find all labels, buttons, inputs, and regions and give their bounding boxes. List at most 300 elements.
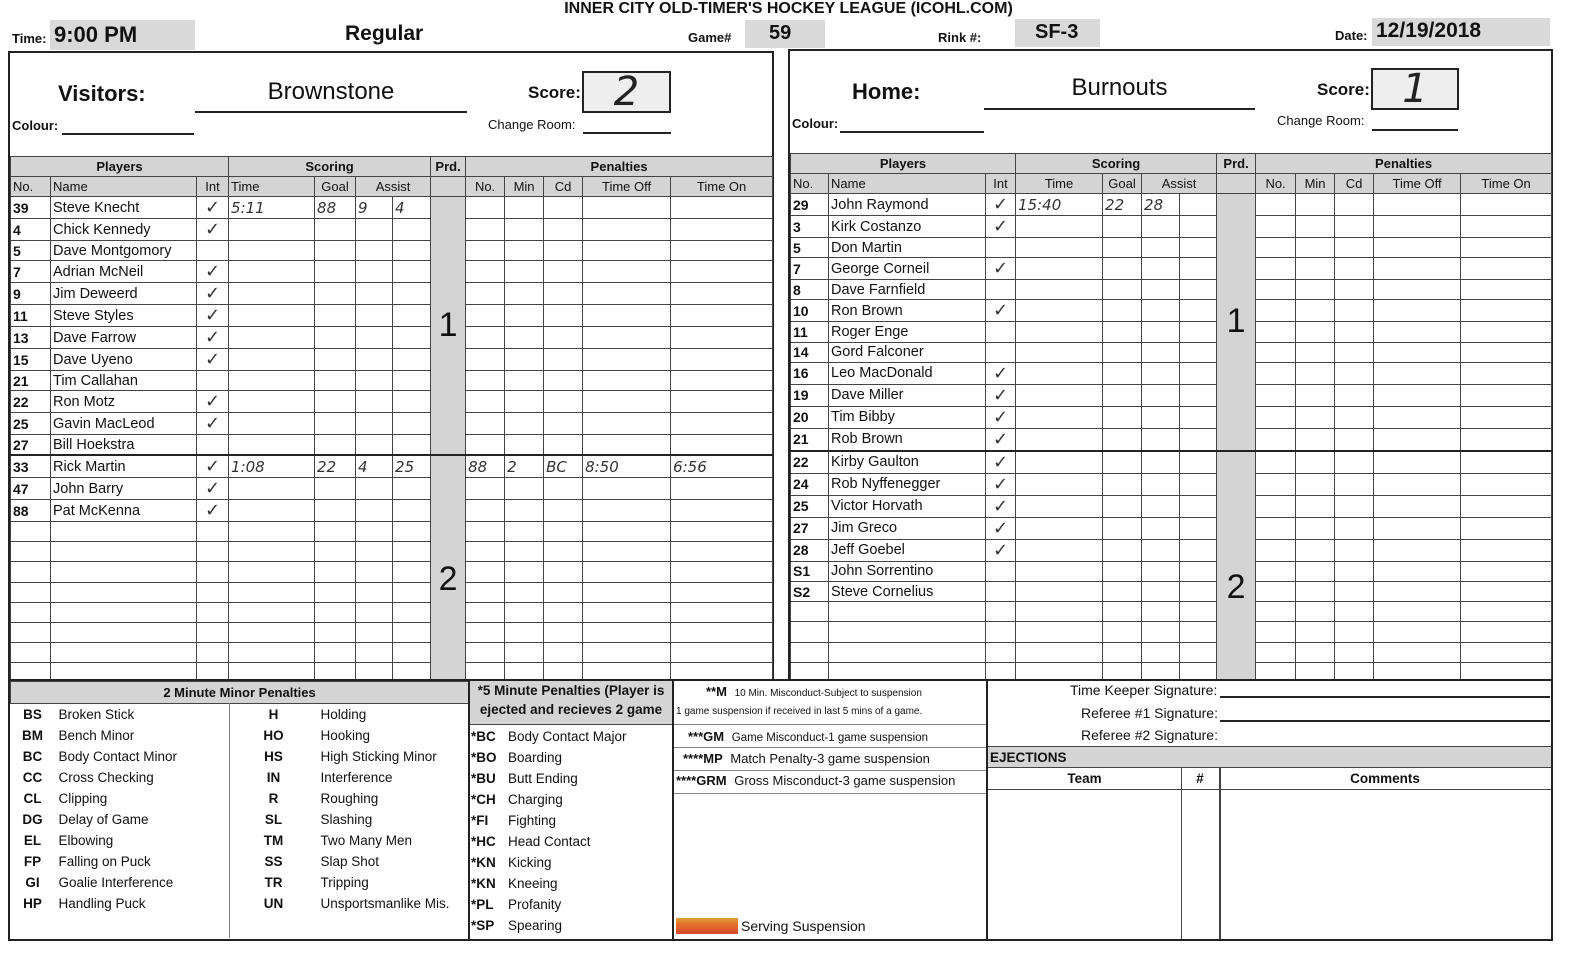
penalty-cell[interactable]	[1374, 561, 1461, 581]
penalty-code[interactable]	[544, 305, 583, 327]
assist-1[interactable]	[356, 478, 393, 500]
penalty-time-off[interactable]	[583, 522, 671, 542]
assist-1[interactable]	[356, 623, 393, 643]
assist-2[interactable]	[393, 391, 431, 413]
assist-1[interactable]	[1142, 495, 1180, 517]
penalty-cell[interactable]	[1296, 622, 1335, 642]
penalty-cell[interactable]	[1335, 216, 1374, 238]
goal-time[interactable]	[229, 542, 315, 562]
penalty-cell[interactable]	[1335, 622, 1374, 642]
intent-check[interactable]	[986, 602, 1016, 622]
penalty-cell[interactable]	[1256, 238, 1296, 258]
assist-2[interactable]	[393, 562, 431, 582]
intent-check[interactable]	[197, 562, 229, 582]
player-number[interactable]: 19	[791, 384, 829, 406]
player-number[interactable]: 21	[11, 371, 51, 391]
intent-check[interactable]: ✓	[197, 305, 229, 327]
goal-scorer[interactable]	[315, 391, 356, 413]
goal-scorer[interactable]: 22	[1103, 194, 1142, 216]
penalty-number[interactable]	[466, 261, 505, 283]
intent-check[interactable]	[197, 582, 229, 602]
penalty-cell[interactable]	[1374, 495, 1461, 517]
goal-scorer[interactable]	[315, 305, 356, 327]
assist-1[interactable]	[1142, 342, 1180, 362]
player-number[interactable]: 33	[11, 455, 51, 478]
goal-time[interactable]	[1016, 517, 1103, 539]
intent-check[interactable]	[197, 542, 229, 562]
intent-check[interactable]: ✓	[986, 473, 1016, 495]
player-name[interactable]: John Raymond	[829, 194, 986, 216]
assist-2[interactable]	[1180, 451, 1217, 474]
penalty-cell[interactable]	[1461, 384, 1552, 406]
assist-2[interactable]	[1180, 238, 1217, 258]
goal-time[interactable]	[1016, 581, 1103, 601]
goal-scorer[interactable]	[1103, 539, 1142, 561]
penalty-minutes[interactable]	[505, 349, 544, 371]
goal-time[interactable]	[229, 413, 315, 435]
penalty-cell[interactable]	[1335, 495, 1374, 517]
assist-2[interactable]	[393, 219, 431, 241]
penalty-number[interactable]	[466, 643, 505, 663]
player-number[interactable]: 11	[791, 322, 829, 342]
penalty-code[interactable]	[544, 623, 583, 643]
intent-check[interactable]: ✓	[986, 216, 1016, 238]
penalty-cell[interactable]	[1256, 451, 1296, 474]
goal-time[interactable]	[229, 602, 315, 622]
penalty-cell[interactable]	[1335, 238, 1374, 258]
penalty-time-off[interactable]	[583, 582, 671, 602]
penalty-cell[interactable]	[1461, 473, 1552, 495]
penalty-cell[interactable]	[1256, 428, 1296, 451]
goal-time[interactable]	[1016, 539, 1103, 561]
penalty-cell[interactable]	[1296, 280, 1335, 300]
goal-time[interactable]	[229, 500, 315, 522]
penalty-cell[interactable]	[1461, 238, 1552, 258]
penalty-cell[interactable]	[1256, 622, 1296, 642]
penalty-time-on[interactable]	[671, 542, 773, 562]
goal-time[interactable]	[1016, 473, 1103, 495]
player-name[interactable]	[829, 602, 986, 622]
penalty-cell[interactable]	[1374, 238, 1461, 258]
penalty-time-on[interactable]	[671, 582, 773, 602]
intent-check[interactable]	[197, 435, 229, 455]
player-name[interactable]	[51, 522, 197, 542]
assist-2[interactable]	[393, 623, 431, 643]
penalty-cell[interactable]	[1374, 258, 1461, 280]
goal-time[interactable]	[229, 643, 315, 663]
assist-1[interactable]	[1142, 258, 1180, 280]
assist-2[interactable]	[393, 305, 431, 327]
assist-1[interactable]	[1142, 406, 1180, 428]
goal-scorer[interactable]	[1103, 280, 1142, 300]
player-number[interactable]	[11, 602, 51, 622]
player-name[interactable]	[51, 562, 197, 582]
player-name[interactable]: Leo MacDonald	[829, 362, 986, 384]
penalty-cell[interactable]	[1256, 517, 1296, 539]
penalty-cell[interactable]	[1374, 517, 1461, 539]
goal-scorer[interactable]	[315, 522, 356, 542]
assist-2[interactable]	[393, 602, 431, 622]
player-number[interactable]: 22	[791, 451, 829, 474]
assist-2[interactable]	[393, 500, 431, 522]
goal-scorer[interactable]	[1103, 517, 1142, 539]
goal-scorer[interactable]	[1103, 495, 1142, 517]
intent-check[interactable]: ✓	[197, 500, 229, 522]
penalty-number[interactable]	[466, 582, 505, 602]
penalty-cell[interactable]	[1374, 384, 1461, 406]
goal-time[interactable]	[1016, 322, 1103, 342]
penalty-cell[interactable]	[1374, 451, 1461, 474]
goal-time[interactable]	[1016, 406, 1103, 428]
penalty-cell[interactable]	[1461, 342, 1552, 362]
penalty-cell[interactable]	[1256, 642, 1296, 662]
player-name[interactable]: George Corneil	[829, 258, 986, 280]
penalty-cell[interactable]	[1296, 428, 1335, 451]
assist-2[interactable]	[1180, 473, 1217, 495]
goal-time[interactable]	[229, 283, 315, 305]
player-number[interactable]: 20	[791, 406, 829, 428]
assist-1[interactable]	[356, 241, 393, 261]
assist-2[interactable]	[1180, 300, 1217, 322]
player-number[interactable]: 3	[791, 216, 829, 238]
assist-2[interactable]	[393, 542, 431, 562]
penalty-cell[interactable]	[1335, 280, 1374, 300]
penalty-number[interactable]	[466, 197, 505, 219]
assist-1[interactable]	[356, 283, 393, 305]
penalty-cell[interactable]	[1296, 642, 1335, 662]
assist-1[interactable]	[1142, 451, 1180, 474]
goal-scorer[interactable]	[1103, 216, 1142, 238]
assist-1[interactable]	[356, 327, 393, 349]
intent-check[interactable]: ✓	[197, 197, 229, 219]
intent-check[interactable]	[986, 642, 1016, 662]
assist-1[interactable]	[1142, 280, 1180, 300]
penalty-minutes[interactable]	[505, 305, 544, 327]
assist-2[interactable]	[393, 522, 431, 542]
goal-scorer[interactable]	[315, 562, 356, 582]
penalty-cell[interactable]	[1256, 362, 1296, 384]
penalty-minutes[interactable]	[505, 435, 544, 455]
assist-1[interactable]	[1142, 581, 1180, 601]
penalty-minutes[interactable]	[505, 500, 544, 522]
intent-check[interactable]	[986, 622, 1016, 642]
penalty-cell[interactable]	[1374, 539, 1461, 561]
assist-1[interactable]	[356, 522, 393, 542]
intent-check[interactable]	[986, 581, 1016, 601]
assist-1[interactable]	[356, 562, 393, 582]
penalty-cell[interactable]	[1296, 406, 1335, 428]
penalty-cell[interactable]	[1374, 216, 1461, 238]
player-name[interactable]: Dave Uyeno	[51, 349, 197, 371]
assist-2[interactable]	[1180, 517, 1217, 539]
intent-check[interactable]: ✓	[986, 258, 1016, 280]
assist-2[interactable]	[393, 413, 431, 435]
penalty-code[interactable]	[544, 197, 583, 219]
penalty-cell[interactable]	[1374, 300, 1461, 322]
penalty-cell[interactable]	[1335, 428, 1374, 451]
penalty-cell[interactable]	[1374, 602, 1461, 622]
intent-check[interactable]: ✓	[986, 300, 1016, 322]
goal-time[interactable]	[1016, 622, 1103, 642]
assist-1[interactable]	[356, 261, 393, 283]
penalty-minutes[interactable]	[505, 582, 544, 602]
penalty-cell[interactable]	[1335, 384, 1374, 406]
player-number[interactable]	[791, 622, 829, 642]
intent-check[interactable]	[197, 623, 229, 643]
penalty-minutes[interactable]	[505, 327, 544, 349]
player-number[interactable]: 14	[791, 342, 829, 362]
penalty-minutes[interactable]	[505, 391, 544, 413]
player-number[interactable]: 8	[791, 280, 829, 300]
goal-scorer[interactable]	[315, 542, 356, 562]
penalty-cell[interactable]	[1335, 342, 1374, 362]
penalty-number[interactable]	[466, 602, 505, 622]
penalty-time-off[interactable]	[583, 623, 671, 643]
player-number[interactable]	[11, 542, 51, 562]
penalty-number[interactable]	[466, 500, 505, 522]
penalty-cell[interactable]	[1461, 539, 1552, 561]
player-name[interactable]: Roger Enge	[829, 322, 986, 342]
penalty-code[interactable]	[544, 371, 583, 391]
intent-check[interactable]: ✓	[197, 261, 229, 283]
penalty-time-off[interactable]	[583, 283, 671, 305]
penalty-time-off[interactable]	[583, 327, 671, 349]
intent-check[interactable]	[197, 602, 229, 622]
player-name[interactable]: Gord Falconer	[829, 342, 986, 362]
player-number[interactable]	[11, 582, 51, 602]
penalty-cell[interactable]	[1256, 581, 1296, 601]
penalty-number[interactable]	[466, 327, 505, 349]
penalty-cell[interactable]	[1335, 300, 1374, 322]
goal-scorer[interactable]	[315, 643, 356, 663]
player-name[interactable]: Gavin MacLeod	[51, 413, 197, 435]
assist-2[interactable]	[393, 241, 431, 261]
penalty-cell[interactable]	[1296, 561, 1335, 581]
penalty-cell[interactable]	[1296, 539, 1335, 561]
penalty-cell[interactable]	[1461, 194, 1552, 216]
penalty-code[interactable]	[544, 522, 583, 542]
player-number[interactable]	[11, 623, 51, 643]
penalty-number[interactable]	[466, 478, 505, 500]
penalty-code[interactable]	[544, 500, 583, 522]
penalty-number[interactable]: 88	[466, 455, 505, 478]
penalty-cell[interactable]	[1461, 495, 1552, 517]
penalty-code[interactable]: BC	[544, 455, 583, 478]
penalty-time-on[interactable]	[671, 643, 773, 663]
penalty-cell[interactable]	[1296, 517, 1335, 539]
goal-time[interactable]	[229, 522, 315, 542]
goal-scorer[interactable]	[1103, 473, 1142, 495]
player-name[interactable]: Pat McKenna	[51, 500, 197, 522]
goal-time[interactable]	[229, 582, 315, 602]
intent-check[interactable]: ✓	[197, 219, 229, 241]
penalty-number[interactable]	[466, 522, 505, 542]
penalty-time-on[interactable]	[671, 327, 773, 349]
goal-scorer[interactable]	[1103, 238, 1142, 258]
player-name[interactable]: Dave Montgomory	[51, 241, 197, 261]
player-number[interactable]: 4	[11, 219, 51, 241]
intent-check[interactable]: ✓	[197, 478, 229, 500]
assist-1[interactable]	[356, 413, 393, 435]
player-name[interactable]: Tim Callahan	[51, 371, 197, 391]
goal-time[interactable]	[229, 349, 315, 371]
penalty-minutes[interactable]	[505, 643, 544, 663]
goal-scorer[interactable]	[1103, 428, 1142, 451]
intent-check[interactable]: ✓	[197, 349, 229, 371]
assist-2[interactable]	[393, 435, 431, 455]
intent-check[interactable]: ✓	[986, 406, 1016, 428]
goal-scorer[interactable]	[315, 582, 356, 602]
intent-check[interactable]: ✓	[986, 495, 1016, 517]
player-name[interactable]: John Barry	[51, 478, 197, 500]
goal-time[interactable]: 5:11	[229, 197, 315, 219]
assist-2[interactable]	[1180, 406, 1217, 428]
penalty-minutes[interactable]	[505, 542, 544, 562]
assist-2[interactable]	[1180, 428, 1217, 451]
goal-scorer[interactable]	[315, 602, 356, 622]
penalty-cell[interactable]	[1461, 258, 1552, 280]
player-name[interactable]: Tim Bibby	[829, 406, 986, 428]
penalty-minutes[interactable]	[505, 261, 544, 283]
intent-check[interactable]: ✓	[197, 413, 229, 435]
player-name[interactable]: Ron Brown	[829, 300, 986, 322]
player-number[interactable]	[11, 562, 51, 582]
penalty-cell[interactable]	[1335, 322, 1374, 342]
penalty-number[interactable]	[466, 623, 505, 643]
player-name[interactable]: Rob Nyffenegger	[829, 473, 986, 495]
penalty-cell[interactable]	[1296, 342, 1335, 362]
assist-2[interactable]	[393, 371, 431, 391]
assist-1[interactable]	[1142, 642, 1180, 662]
penalty-cell[interactable]	[1374, 642, 1461, 662]
player-name[interactable]: Don Martin	[829, 238, 986, 258]
penalty-time-on[interactable]	[671, 413, 773, 435]
goal-scorer[interactable]	[315, 371, 356, 391]
assist-1[interactable]	[1142, 602, 1180, 622]
penalty-cell[interactable]	[1335, 642, 1374, 662]
penalty-cell[interactable]	[1256, 322, 1296, 342]
player-name[interactable]	[829, 622, 986, 642]
penalty-code[interactable]	[544, 241, 583, 261]
player-number[interactable]: 88	[11, 500, 51, 522]
penalty-cell[interactable]	[1296, 495, 1335, 517]
penalty-cell[interactable]	[1461, 517, 1552, 539]
penalty-cell[interactable]	[1256, 216, 1296, 238]
player-number[interactable]: 9	[11, 283, 51, 305]
player-number[interactable]: 27	[791, 517, 829, 539]
goal-time[interactable]	[1016, 602, 1103, 622]
assist-1[interactable]	[1142, 322, 1180, 342]
player-name[interactable]	[51, 582, 197, 602]
penalty-cell[interactable]	[1335, 194, 1374, 216]
goal-scorer[interactable]	[315, 241, 356, 261]
penalty-code[interactable]	[544, 478, 583, 500]
goal-scorer[interactable]	[315, 623, 356, 643]
intent-check[interactable]: ✓	[197, 327, 229, 349]
penalty-minutes[interactable]	[505, 562, 544, 582]
goal-scorer[interactable]	[1103, 322, 1142, 342]
penalty-time-on[interactable]	[671, 602, 773, 622]
player-name[interactable]: Steve Cornelius	[829, 581, 986, 601]
penalty-cell[interactable]	[1296, 216, 1335, 238]
goal-scorer[interactable]	[315, 413, 356, 435]
goal-scorer[interactable]	[315, 349, 356, 371]
player-number[interactable]: S1	[791, 561, 829, 581]
player-name[interactable]	[51, 602, 197, 622]
player-number[interactable]: 28	[791, 539, 829, 561]
penalty-number[interactable]	[466, 241, 505, 261]
player-number[interactable]: 13	[11, 327, 51, 349]
goal-time[interactable]	[229, 371, 315, 391]
assist-1[interactable]	[356, 435, 393, 455]
penalty-code[interactable]	[544, 283, 583, 305]
goal-scorer[interactable]	[1103, 581, 1142, 601]
player-number[interactable]	[11, 643, 51, 663]
penalty-code[interactable]	[544, 413, 583, 435]
assist-2[interactable]	[393, 283, 431, 305]
penalty-minutes[interactable]	[505, 478, 544, 500]
player-name[interactable]: Kirk Costanzo	[829, 216, 986, 238]
player-name[interactable]: Kirby Gaulton	[829, 451, 986, 474]
penalty-cell[interactable]	[1461, 642, 1552, 662]
penalty-cell[interactable]	[1256, 602, 1296, 622]
player-name[interactable]: Rick Martin	[51, 455, 197, 478]
penalty-cell[interactable]	[1256, 258, 1296, 280]
penalty-time-off[interactable]	[583, 562, 671, 582]
penalty-time-on[interactable]	[671, 562, 773, 582]
assist-1[interactable]	[1142, 539, 1180, 561]
player-number[interactable]: 39	[11, 197, 51, 219]
intent-check[interactable]	[197, 643, 229, 663]
goal-scorer[interactable]	[315, 219, 356, 241]
penalty-time-off[interactable]	[583, 500, 671, 522]
intent-check[interactable]: ✓	[197, 455, 229, 478]
goal-time[interactable]	[1016, 362, 1103, 384]
player-number[interactable]: 7	[11, 261, 51, 283]
player-number[interactable]: 15	[11, 349, 51, 371]
assist-1[interactable]	[356, 371, 393, 391]
goal-time[interactable]	[1016, 451, 1103, 474]
player-name[interactable]: Jeff Goebel	[829, 539, 986, 561]
penalty-cell[interactable]	[1461, 622, 1552, 642]
penalty-minutes[interactable]	[505, 371, 544, 391]
penalty-cell[interactable]	[1374, 622, 1461, 642]
penalty-time-off[interactable]	[583, 349, 671, 371]
goal-time[interactable]	[229, 327, 315, 349]
goal-time[interactable]	[229, 305, 315, 327]
assist-1[interactable]	[356, 643, 393, 663]
player-name[interactable]: Dave Farnfield	[829, 280, 986, 300]
penalty-time-on[interactable]	[671, 219, 773, 241]
goal-scorer[interactable]	[1103, 561, 1142, 581]
assist-1[interactable]	[356, 582, 393, 602]
penalty-number[interactable]	[466, 371, 505, 391]
player-number[interactable]: 24	[791, 473, 829, 495]
penalty-cell[interactable]	[1374, 322, 1461, 342]
assist-2[interactable]	[1180, 495, 1217, 517]
intent-check[interactable]: ✓	[986, 194, 1016, 216]
penalty-cell[interactable]	[1461, 561, 1552, 581]
penalty-code[interactable]	[544, 327, 583, 349]
penalty-time-off[interactable]	[583, 371, 671, 391]
intent-check[interactable]: ✓	[986, 451, 1016, 474]
assist-1[interactable]	[356, 500, 393, 522]
penalty-cell[interactable]	[1374, 428, 1461, 451]
player-number[interactable]: 16	[791, 362, 829, 384]
penalty-cell[interactable]	[1296, 300, 1335, 322]
penalty-cell[interactable]	[1256, 495, 1296, 517]
penalty-number[interactable]	[466, 391, 505, 413]
